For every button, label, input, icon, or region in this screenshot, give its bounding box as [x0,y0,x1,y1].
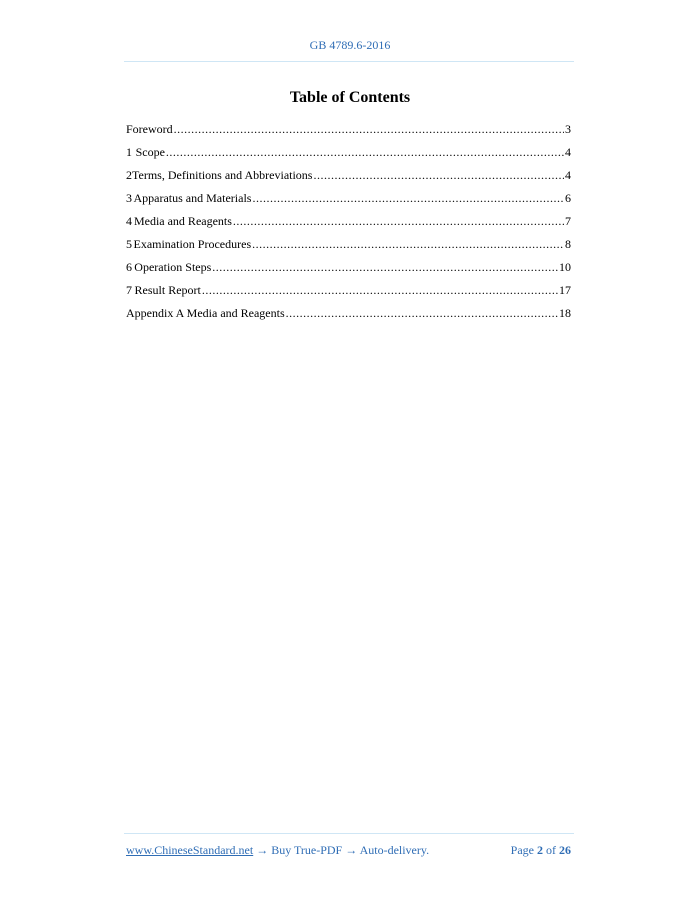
toc-dot-leader [252,191,564,206]
page-number [511,843,571,858]
toc-entry-examination[interactable] [126,237,571,260]
toc-entry-apparatus[interactable] [126,191,571,214]
toc-entry-label: Terms, Definitions and Abbreviations [132,168,313,182]
toc-dot-leader [202,283,558,298]
toc-entry-label: Media and Reagents [133,214,232,228]
toc-entry-number: 1 [126,145,132,159]
toc-dot-leader [252,237,564,252]
toc-entry-appendix-a[interactable] [126,306,571,329]
standard-number: GB 4789.6-2016 [309,38,391,52]
toc-entry-label: Result Report [134,283,201,297]
toc-entry-label: Scope [135,145,165,159]
toc-entry-label: Examination Procedures [133,237,252,251]
toc-entry-scope[interactable] [126,145,571,168]
page-title: Table of Contents [289,89,411,106]
toc-entry-page: 10 [559,260,571,274]
table-of-contents [126,122,571,329]
toc-entry-number: 5 [126,237,132,251]
header-divider [124,61,574,62]
toc-entry-page: 4 [565,145,571,159]
toc-dot-leader [313,168,564,183]
toc-dot-leader [212,260,558,275]
footer-promo-text: → Buy True-PDF → Auto-delivery. [253,843,430,857]
page-header [0,38,700,53]
toc-entry-number: 4 [126,214,132,228]
page-of: of [543,843,559,857]
toc-dot-leader [286,306,558,321]
toc-entry-page: 7 [565,214,571,228]
website-link[interactable]: www.ChineseStandard.net [126,843,254,857]
toc-entry-page: 6 [565,191,571,205]
toc-entry-foreword[interactable] [126,122,571,145]
toc-entry-page: 18 [559,306,571,320]
toc-entry-label: Appendix A Media and Reagents [126,306,285,320]
toc-entry-operation[interactable] [126,260,571,283]
toc-entry-number: 6 [126,260,132,274]
footer-divider [124,833,574,834]
toc-entry-terms[interactable] [126,168,571,191]
toc-entry-page: 3 [565,122,571,136]
toc-dot-leader [233,214,564,229]
current-page: 2 [537,843,543,857]
toc-entry-label: Apparatus and Materials [133,191,252,205]
toc-entry-media[interactable] [126,214,571,237]
toc-entry-number: 3 [126,191,132,205]
toc-dot-leader [166,145,564,160]
toc-entry-number: 7 [126,283,132,297]
toc-entry-label: Foreword [126,122,173,136]
footer-promo [126,843,429,858]
total-pages: 26 [559,843,571,857]
toc-entry-page: 17 [559,283,571,297]
toc-entry-label: Operation Steps [134,260,212,274]
toc-entry-number: 2 [126,168,132,182]
toc-entry-result[interactable] [126,283,571,306]
page-prefix: Page [510,843,537,857]
toc-dot-leader [174,122,564,137]
toc-entry-page: 4 [565,168,571,182]
toc-entry-page: 8 [565,237,571,251]
